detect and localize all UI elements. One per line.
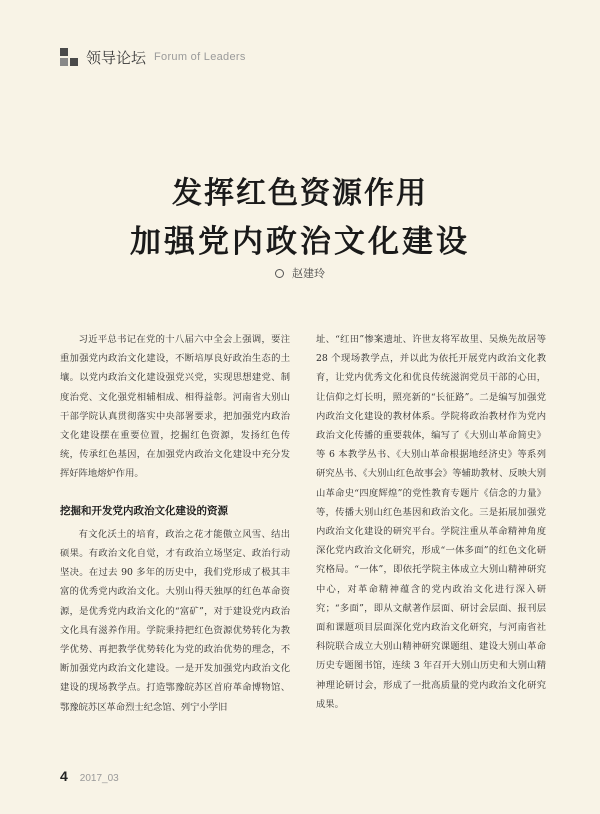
body-paragraph: 有文化沃土的培育，政治之花才能傲立风雪、结出硕果。有政治文化自觉，才有政治立场坚定、政治行动坚决。在过去 90 多年的历史中，我们党形成了极其丰富的优秀党内政治文化。大别山得天独厚的红色革命资源，是优秀党内政治文化的“富矿”，对于建设党内政治文化具有滋养作用。学院秉持把红色资源优势转化为教学优势、再把教学优势转化为党的政治优势的理念，不断加强党内政治文化建设。一是开发加强党内政治文化建设的现场教学点。打造鄂豫皖苏区首府革命博物馆、鄂豫皖苏区革命烈士纪念馆、列宁小学旧	[60, 528, 290, 713]
title-line-1: 发挥红色资源作用	[172, 176, 428, 211]
column-header	[60, 44, 246, 70]
author-name: 赵建玲	[292, 267, 325, 280]
byline	[0, 265, 600, 281]
body-paragraph-continued: 址、“红田”惨案遗址、许世友将军故里、吴焕先故居等 28 个现场教学点，并以此为依托开展党内政治文化教育，让党内优秀文化和优良传统滋润党员干部的心田，让信仰之灯长明，照亮新的“长征路”。二是编写加强党内政治文化建设的教材体系。学院将政治教材作为党内政治文化传播的重要载体，编写了《大别山革命简史》等 6 本教学丛书、《大别山革命根据地经济史》等系列研究丛书、《大别山红色故事会》等辅助教材、反映大别山革命史“四度辉煌”的党性教育专题片《信念的力量》等，传播大别山红色基因和政治文化。三是拓展加强党内政治文化建设的研究平台。学院注重从革命精神角度深化党内政治文化研究，形成“一体多面”的红色文化研究格局。“一体”，即依托学院主体成立大别山精神研究中心，对革命精神蕴含的党内政治文化进行深入研究；“多面”，即从文献著作层面、研讨会层面、报刊层面和课题项目层面深化党内政治文化研究，与河南省社科院联合成立大别山精神研究课题组、建设大别山革命历史专题图书馆，连续 3 年召开大别山历史和大别山精神理论研讨会，形成了一批高质量的党内政治文化研究成果。	[316, 334, 546, 710]
column-logo-icon	[60, 48, 78, 66]
column-name-en: Forum of Leaders	[154, 51, 246, 63]
column-name-cn: 领导论坛	[86, 48, 147, 67]
right-column	[316, 330, 546, 714]
section-heading: 挖掘和开发党内政治文化建设的资源	[60, 504, 228, 517]
title-line-2: 加强党内政治文化建设	[130, 224, 470, 260]
intro-paragraph: 习近平总书记在党的十八届六中全会上强调，要注重加强党内政治文化建设，不断培厚良好政治生态的土壤。以党内政治文化建设强党兴党，实现思想建党、制度治党、文化强党相辅相成、相得益彰。河南省大别山干部学院认真贯彻落实中央部署要求，把加强党内政治文化建设摆在重要位置，挖掘红色资源，发扬红色传统，传承红色基因，在加强党内政治文化建设中充分发挥好阵地熔炉作用。	[60, 334, 290, 480]
page-number: 4	[60, 768, 68, 784]
bullet-circle-icon	[275, 269, 284, 278]
page-footer	[60, 768, 119, 784]
issue-label: 2017_03	[79, 773, 119, 784]
left-column	[60, 330, 290, 717]
